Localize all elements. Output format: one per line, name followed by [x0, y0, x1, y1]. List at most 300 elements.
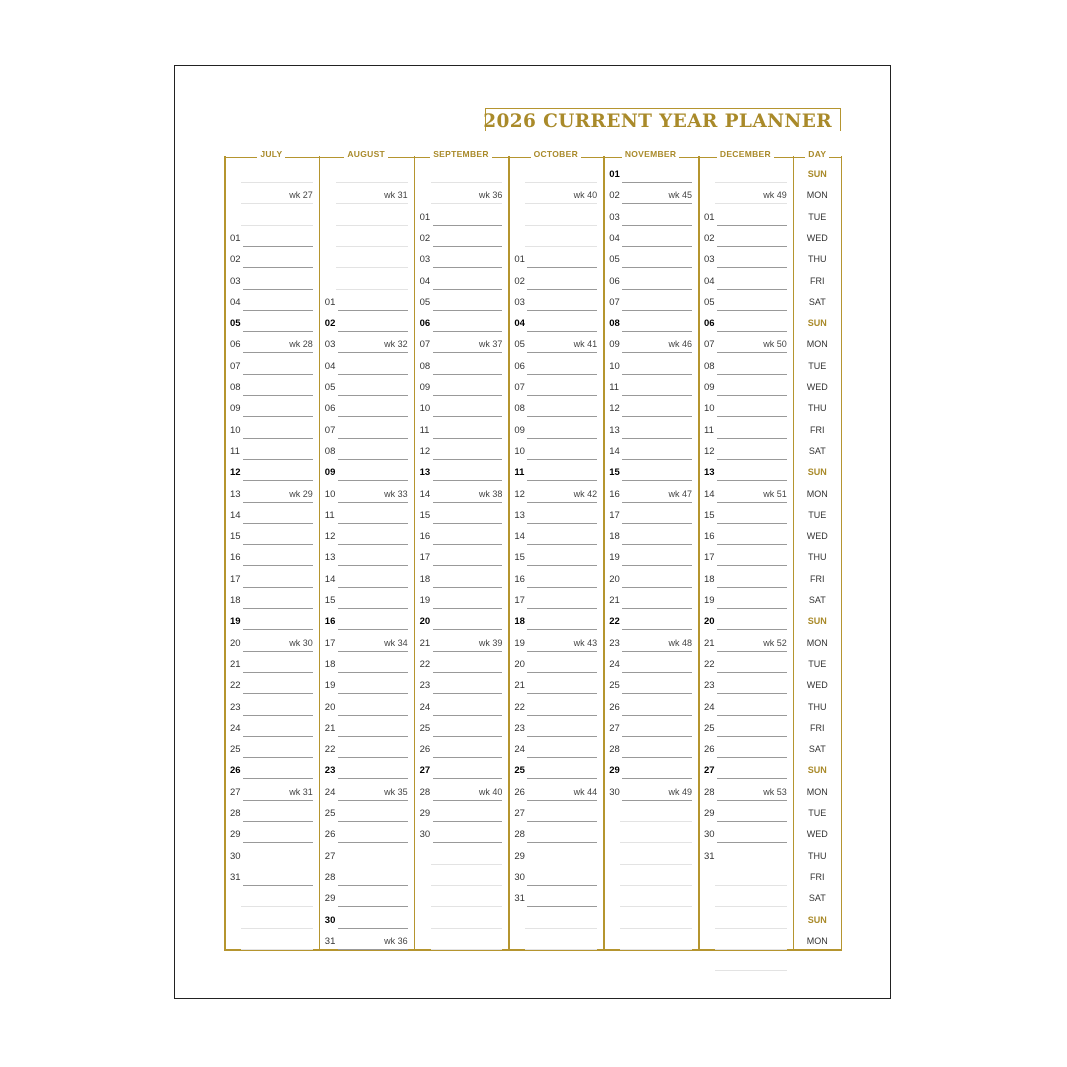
day-cell[interactable]	[699, 462, 792, 483]
day-cell[interactable]	[604, 526, 697, 547]
write-line	[622, 502, 692, 503]
write-line	[525, 225, 597, 226]
day-cell[interactable]	[415, 441, 508, 462]
blank-cell[interactable]	[415, 867, 508, 888]
day-cell[interactable]	[415, 569, 508, 590]
day-cell[interactable]	[415, 547, 508, 568]
day-cell[interactable]	[415, 697, 508, 718]
day-number: 13	[609, 424, 620, 436]
day-cell[interactable]	[509, 569, 602, 590]
day-number: 01	[514, 254, 525, 266]
day-cell[interactable]	[699, 441, 792, 462]
blank-cell[interactable]	[415, 164, 508, 185]
day-cell[interactable]	[699, 547, 792, 568]
day-number: 31	[324, 935, 336, 947]
day-cell[interactable]	[509, 803, 602, 824]
day-cell[interactable]	[699, 420, 792, 441]
write-line	[622, 459, 692, 460]
week-number: wk 38	[478, 488, 503, 499]
day-cell[interactable]	[320, 654, 413, 675]
day-cell[interactable]	[604, 377, 697, 398]
day-cell[interactable]	[509, 590, 602, 611]
day-cell[interactable]	[699, 846, 792, 867]
month-header-november	[603, 148, 698, 160]
day-cell[interactable]	[320, 569, 413, 590]
day-cell[interactable]	[509, 867, 602, 888]
write-line	[433, 800, 503, 801]
blank-cell[interactable]	[699, 164, 792, 185]
blank-cell[interactable]	[225, 164, 318, 185]
day-cell[interactable]	[509, 505, 602, 526]
day-cell[interactable]	[509, 420, 602, 441]
day-number: 22	[230, 680, 241, 692]
day-cell[interactable]	[320, 313, 413, 334]
day-cell[interactable]	[509, 547, 602, 568]
day-cell[interactable]	[225, 462, 318, 483]
day-cell[interactable]	[320, 718, 413, 739]
day-cell[interactable]	[699, 590, 792, 611]
write-line	[338, 928, 408, 929]
day-number: 03	[609, 211, 620, 223]
day-cell[interactable]	[320, 526, 413, 547]
day-cell[interactable]	[509, 611, 602, 632]
day-number: 14	[230, 509, 241, 521]
day-cell[interactable]	[604, 462, 697, 483]
blank-cell[interactable]	[604, 824, 697, 845]
day-number: 18	[704, 573, 715, 585]
day-cell[interactable]	[225, 803, 318, 824]
day-number: 15	[704, 509, 715, 521]
write-line	[717, 352, 787, 353]
day-cell[interactable]	[699, 505, 792, 526]
weekday-label: FRI	[810, 722, 825, 733]
day-cell[interactable]	[509, 484, 602, 505]
blank-cell[interactable]	[509, 207, 602, 228]
weekday-label: THU	[808, 403, 827, 414]
day-cell[interactable]	[604, 484, 697, 505]
blank-cell[interactable]	[415, 931, 508, 952]
day-cell[interactable]	[604, 420, 697, 441]
day-cell[interactable]	[604, 249, 697, 270]
day-cell[interactable]	[604, 185, 697, 206]
day-cell[interactable]	[699, 697, 792, 718]
day-cell[interactable]	[320, 547, 413, 568]
day-cell[interactable]	[320, 888, 413, 909]
blank-cell[interactable]	[604, 803, 697, 824]
blank-cell[interactable]	[604, 910, 697, 931]
day-cell[interactable]	[415, 334, 508, 355]
day-cell[interactable]	[225, 398, 318, 419]
write-line	[243, 289, 313, 290]
day-cell[interactable]	[320, 484, 413, 505]
write-line	[527, 565, 597, 566]
day-cell[interactable]	[320, 292, 413, 313]
day-cell[interactable]	[699, 334, 792, 355]
day-cell[interactable]	[509, 760, 602, 781]
blank-cell[interactable]	[320, 228, 413, 249]
day-cell[interactable]	[604, 313, 697, 334]
day-number: 23	[324, 765, 336, 777]
day-cell[interactable]	[604, 398, 697, 419]
day-cell[interactable]	[699, 675, 792, 696]
day-cell[interactable]	[320, 505, 413, 526]
day-cell[interactable]	[699, 356, 792, 377]
day-number: 10	[704, 403, 715, 415]
day-cell[interactable]	[320, 910, 413, 931]
write-line	[243, 608, 313, 609]
day-cell[interactable]	[320, 931, 413, 952]
week-number: wk 52	[763, 637, 787, 648]
blank-cell[interactable]	[509, 910, 602, 931]
day-cell[interactable]	[604, 633, 697, 654]
blank-cell[interactable]	[699, 931, 792, 952]
day-cell[interactable]	[604, 718, 697, 739]
day-cell[interactable]	[509, 334, 602, 355]
day-cell[interactable]	[225, 526, 318, 547]
blank-cell[interactable]	[225, 185, 318, 206]
day-number: 08	[419, 360, 431, 372]
day-number: 26	[419, 744, 431, 756]
write-line	[622, 629, 692, 630]
day-cell[interactable]	[225, 675, 318, 696]
day-cell[interactable]	[699, 569, 792, 590]
day-cell[interactable]	[320, 824, 413, 845]
day-cell[interactable]	[320, 803, 413, 824]
day-cell[interactable]	[604, 739, 697, 760]
write-line	[527, 821, 597, 822]
day-cell[interactable]	[225, 249, 318, 270]
day-cell[interactable]	[699, 760, 792, 781]
day-cell[interactable]	[699, 824, 792, 845]
write-line	[622, 331, 692, 332]
day-cell[interactable]	[699, 654, 792, 675]
blank-cell[interactable]	[509, 228, 602, 249]
write-line	[338, 949, 408, 950]
day-cell[interactable]	[225, 782, 318, 803]
day-cell[interactable]	[225, 271, 318, 292]
day-cell[interactable]	[604, 334, 697, 355]
day-cell[interactable]	[225, 633, 318, 654]
blank-cell[interactable]	[509, 931, 602, 952]
write-line	[241, 203, 313, 204]
blank-cell[interactable]	[604, 888, 697, 909]
day-cell[interactable]	[225, 484, 318, 505]
blank-cell[interactable]	[415, 846, 508, 867]
day-cell[interactable]	[415, 718, 508, 739]
day-cell[interactable]	[225, 377, 318, 398]
day-cell[interactable]	[699, 803, 792, 824]
day-cell[interactable]	[225, 846, 318, 867]
day-cell[interactable]	[415, 356, 508, 377]
blank-cell[interactable]	[699, 867, 792, 888]
day-cell[interactable]	[604, 590, 697, 611]
day-cell[interactable]	[699, 718, 792, 739]
day-cell[interactable]	[415, 675, 508, 696]
day-cell[interactable]	[604, 760, 697, 781]
day-cell[interactable]	[225, 569, 318, 590]
day-cell[interactable]	[415, 505, 508, 526]
day-cell[interactable]	[320, 760, 413, 781]
day-cell[interactable]	[415, 249, 508, 270]
write-line	[338, 502, 408, 503]
write-line	[431, 182, 503, 183]
day-cell[interactable]	[604, 675, 697, 696]
write-line	[717, 629, 787, 630]
write-line	[715, 928, 787, 929]
day-cell[interactable]	[320, 782, 413, 803]
write-line	[243, 374, 313, 375]
day-cell[interactable]	[509, 888, 602, 909]
blank-cell[interactable]	[415, 185, 508, 206]
day-number: 16	[419, 531, 431, 543]
day-number: 19	[230, 616, 241, 628]
day-cell[interactable]	[604, 271, 697, 292]
day-cell[interactable]	[415, 462, 508, 483]
day-cell[interactable]	[415, 782, 508, 803]
day-cell[interactable]	[320, 633, 413, 654]
day-number: 07	[230, 360, 241, 372]
day-cell[interactable]	[699, 484, 792, 505]
day-number: 11	[419, 424, 430, 436]
day-cell[interactable]	[225, 356, 318, 377]
day-number: 20	[419, 616, 431, 628]
blank-cell[interactable]	[699, 888, 792, 909]
write-line	[622, 715, 692, 716]
day-cell[interactable]	[699, 292, 792, 313]
blank-cell[interactable]	[509, 185, 602, 206]
blank-cell[interactable]	[415, 888, 508, 909]
day-cell[interactable]	[509, 846, 602, 867]
day-cell[interactable]	[604, 654, 697, 675]
day-cell[interactable]	[509, 697, 602, 718]
day-cell[interactable]	[320, 697, 413, 718]
write-line	[338, 438, 408, 439]
week-number: wk 46	[668, 339, 692, 350]
day-cell[interactable]	[225, 739, 318, 760]
day-cell[interactable]	[699, 377, 792, 398]
write-line	[717, 821, 787, 822]
day-cell[interactable]	[509, 633, 602, 654]
day-number: 14	[324, 573, 336, 585]
day-cell[interactable]	[225, 697, 318, 718]
day-cell[interactable]	[225, 334, 318, 355]
write-line	[433, 842, 503, 843]
day-cell[interactable]	[225, 590, 318, 611]
day-cell[interactable]	[225, 718, 318, 739]
day-cell[interactable]	[415, 271, 508, 292]
day-cell[interactable]	[604, 207, 697, 228]
weekday-label: SUN	[807, 914, 827, 925]
write-line	[338, 778, 408, 779]
day-cell[interactable]	[320, 846, 413, 867]
day-cell[interactable]	[699, 313, 792, 334]
day-cell[interactable]	[604, 569, 697, 590]
day-cell[interactable]	[415, 292, 508, 313]
day-cell[interactable]	[415, 633, 508, 654]
day-cell[interactable]	[509, 441, 602, 462]
blank-cell[interactable]	[320, 271, 413, 292]
day-cell[interactable]	[320, 739, 413, 760]
day-cell[interactable]	[509, 462, 602, 483]
day-cell[interactable]	[415, 313, 508, 334]
blank-cell[interactable]	[699, 185, 792, 206]
day-number: 22	[514, 701, 525, 713]
day-cell[interactable]	[604, 697, 697, 718]
day-cell[interactable]	[225, 228, 318, 249]
day-cell[interactable]	[415, 420, 508, 441]
header-rule	[603, 157, 622, 158]
day-cell[interactable]	[225, 441, 318, 462]
day-cell[interactable]	[604, 547, 697, 568]
day-cell[interactable]	[509, 675, 602, 696]
week-number: wk 33	[384, 488, 408, 499]
day-number: 17	[230, 573, 241, 585]
write-line	[717, 310, 787, 311]
blank-cell[interactable]	[225, 931, 318, 952]
weekday-label: SAT	[808, 445, 826, 456]
day-cell[interactable]	[415, 611, 508, 632]
day-cell[interactable]	[225, 867, 318, 888]
day-cell[interactable]	[699, 249, 792, 270]
blank-cell[interactable]	[604, 931, 697, 952]
blank-cell[interactable]	[320, 185, 413, 206]
day-cell[interactable]	[415, 590, 508, 611]
day-cell[interactable]	[415, 803, 508, 824]
day-cell[interactable]	[509, 249, 602, 270]
day-cell[interactable]	[415, 654, 508, 675]
write-line	[338, 459, 408, 460]
blank-cell[interactable]	[320, 207, 413, 228]
blank-cell[interactable]	[225, 888, 318, 909]
day-cell[interactable]	[415, 824, 508, 845]
day-cell[interactable]	[320, 611, 413, 632]
blank-cell[interactable]	[415, 910, 508, 931]
write-line	[243, 459, 313, 460]
day-cell[interactable]	[415, 526, 508, 547]
blank-cell[interactable]	[509, 164, 602, 185]
day-number: 27	[419, 765, 431, 777]
write-line	[717, 693, 787, 694]
day-cell[interactable]	[225, 547, 318, 568]
day-number: 15	[514, 552, 525, 564]
write-line	[338, 310, 408, 311]
blank-cell[interactable]	[320, 249, 413, 270]
day-cell[interactable]	[509, 718, 602, 739]
write-line	[622, 608, 692, 609]
day-cell[interactable]	[225, 420, 318, 441]
blank-cell[interactable]	[604, 846, 697, 867]
day-cell[interactable]	[604, 441, 697, 462]
day-cell[interactable]	[604, 228, 697, 249]
day-cell[interactable]	[509, 377, 602, 398]
write-line	[431, 864, 503, 865]
day-cell[interactable]	[225, 292, 318, 313]
day-cell[interactable]	[699, 739, 792, 760]
day-cell[interactable]	[415, 760, 508, 781]
day-cell[interactable]	[225, 611, 318, 632]
day-cell[interactable]	[509, 398, 602, 419]
blank-cell[interactable]	[225, 910, 318, 931]
day-cell[interactable]	[699, 228, 792, 249]
day-cell[interactable]	[604, 292, 697, 313]
write-line	[717, 544, 787, 545]
day-cell[interactable]	[699, 526, 792, 547]
day-cell[interactable]	[320, 377, 413, 398]
day-cell[interactable]	[415, 207, 508, 228]
day-cell[interactable]	[509, 654, 602, 675]
write-line	[243, 310, 313, 311]
day-cell[interactable]	[320, 420, 413, 441]
day-cell[interactable]	[415, 484, 508, 505]
day-cell[interactable]	[604, 356, 697, 377]
day-number: 14	[704, 488, 715, 500]
blank-cell[interactable]	[604, 867, 697, 888]
blank-cell[interactable]	[320, 164, 413, 185]
day-cell[interactable]	[415, 228, 508, 249]
day-number: 24	[704, 701, 715, 713]
day-cell[interactable]	[320, 334, 413, 355]
day-cell[interactable]	[604, 164, 697, 185]
day-cell[interactable]	[320, 675, 413, 696]
day-cell[interactable]	[509, 526, 602, 547]
day-cell[interactable]	[415, 398, 508, 419]
write-line	[527, 715, 597, 716]
write-line	[336, 225, 408, 226]
day-cell[interactable]	[604, 782, 697, 803]
day-cell[interactable]	[699, 633, 792, 654]
day-cell[interactable]	[415, 739, 508, 760]
day-cell[interactable]	[509, 271, 602, 292]
day-cell[interactable]	[320, 590, 413, 611]
blank-cell[interactable]	[225, 207, 318, 228]
write-line	[527, 693, 597, 694]
day-number: 27	[704, 765, 715, 777]
day-cell[interactable]	[509, 292, 602, 313]
day-cell[interactable]	[509, 782, 602, 803]
day-cell[interactable]	[509, 356, 602, 377]
write-line	[338, 331, 408, 332]
day-cell[interactable]	[699, 271, 792, 292]
day-cell[interactable]	[509, 313, 602, 334]
weekday-label: FRI	[810, 424, 825, 435]
day-cell[interactable]	[225, 505, 318, 526]
day-cell[interactable]	[225, 654, 318, 675]
blank-cell[interactable]	[699, 910, 792, 931]
day-cell[interactable]	[509, 824, 602, 845]
write-line	[338, 523, 408, 524]
day-cell[interactable]	[225, 824, 318, 845]
day-cell[interactable]	[320, 462, 413, 483]
write-line	[715, 906, 787, 907]
day-cell[interactable]	[509, 739, 602, 760]
day-cell[interactable]	[415, 377, 508, 398]
day-cell[interactable]	[320, 441, 413, 462]
day-cell[interactable]	[225, 313, 318, 334]
day-cell[interactable]	[699, 207, 792, 228]
day-cell[interactable]	[699, 782, 792, 803]
day-cell[interactable]	[604, 505, 697, 526]
day-cell[interactable]	[320, 398, 413, 419]
day-cell[interactable]	[604, 611, 697, 632]
day-cell[interactable]	[320, 867, 413, 888]
day-cell[interactable]	[225, 760, 318, 781]
day-number: 17	[324, 637, 336, 649]
day-cell[interactable]	[320, 356, 413, 377]
day-cell[interactable]	[699, 398, 792, 419]
blank-cell[interactable]	[699, 952, 792, 973]
write-line	[433, 459, 503, 460]
day-cell[interactable]	[699, 611, 792, 632]
